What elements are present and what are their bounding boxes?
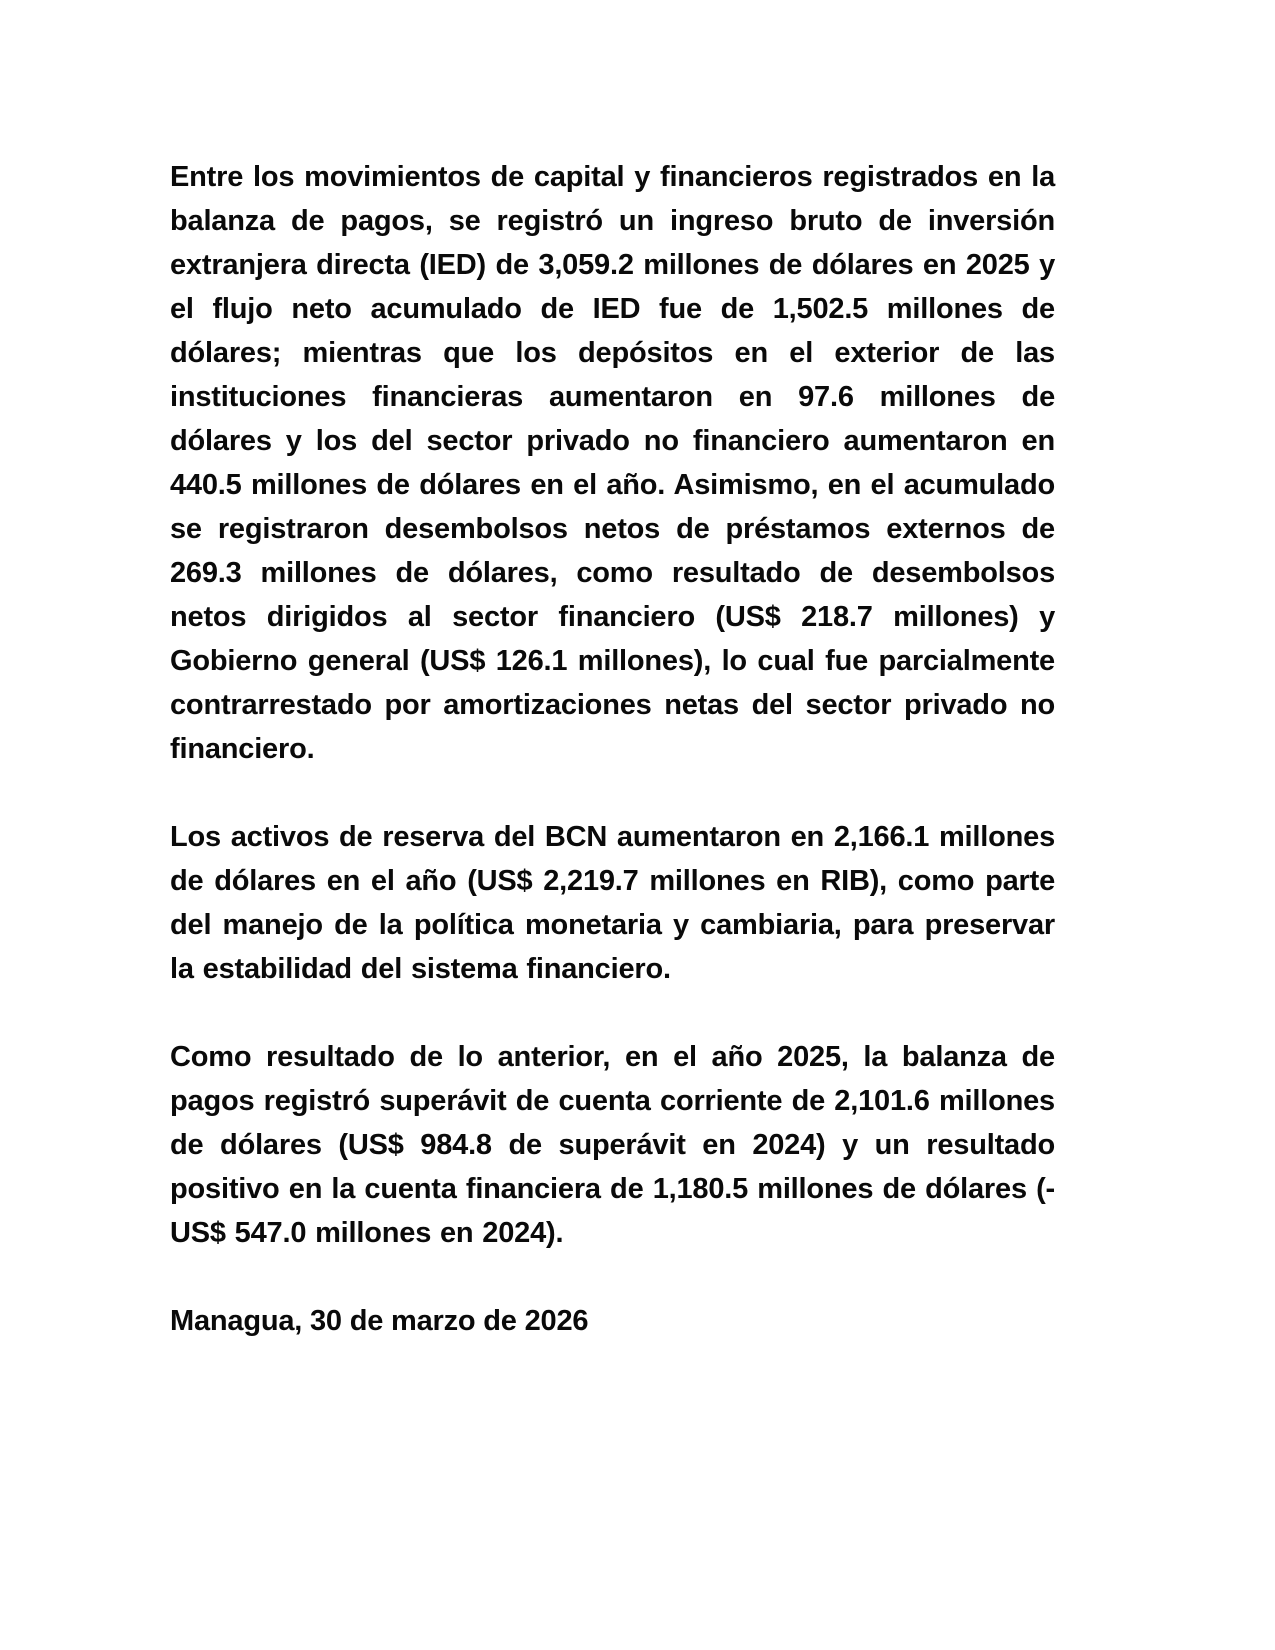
paragraph-capital-movements: Entre los movimientos de capital y financieros registrados en la balanza de pagos, se registró un ingreso bruto de inversión extranjera directa (IED) de 3,059.2 millones de dólares en 2025 y el flujo neto acumulado de IED fue de 1,502.5 millones de dólares; mientras que los depósitos en el exterior de las instituciones financieras aumentaron en 97.6 millones de dólares y los del sector privado no financiero aumentaron en 440.5 millones de dólares en el año. Asimismo, en el acumulado se registraron desembolsos netos de préstamos externos de 269.3 millones de dólares, como resultado de desembolsos netos dirigidos al sector financiero (US$ 218.7 millones) y Gobierno general (US$ 126.1 millones), lo cual fue parcialmente contrarrestado por amortizaciones netas del sector privado no financiero. <box>170 161 1055 765</box>
text-block <box>170 155 1055 1343</box>
dateline: Managua, 30 de marzo de 2026 <box>170 1305 589 1337</box>
paragraph-balance-result: Como resultado de lo anterior, en el año 2025, la balanza de pagos registró superávit de cuenta corriente de 2,101.6 millones de dólares (US$ 984.8 de superávit en 2024) y un resultado positivo en la cuenta financiera de 1,180.5 millones de dólares (-US$ 547.0 millones en 2024). <box>170 1041 1055 1249</box>
paragraph-reserve-assets: Los activos de reserva del BCN aumentaron en 2,166.1 millones de dólares en el año (US$ 2,219.7 millones en RIB), como parte del manejo de la política monetaria y cambiaria, para preservar la estabilidad del sistema financiero. <box>170 821 1055 985</box>
